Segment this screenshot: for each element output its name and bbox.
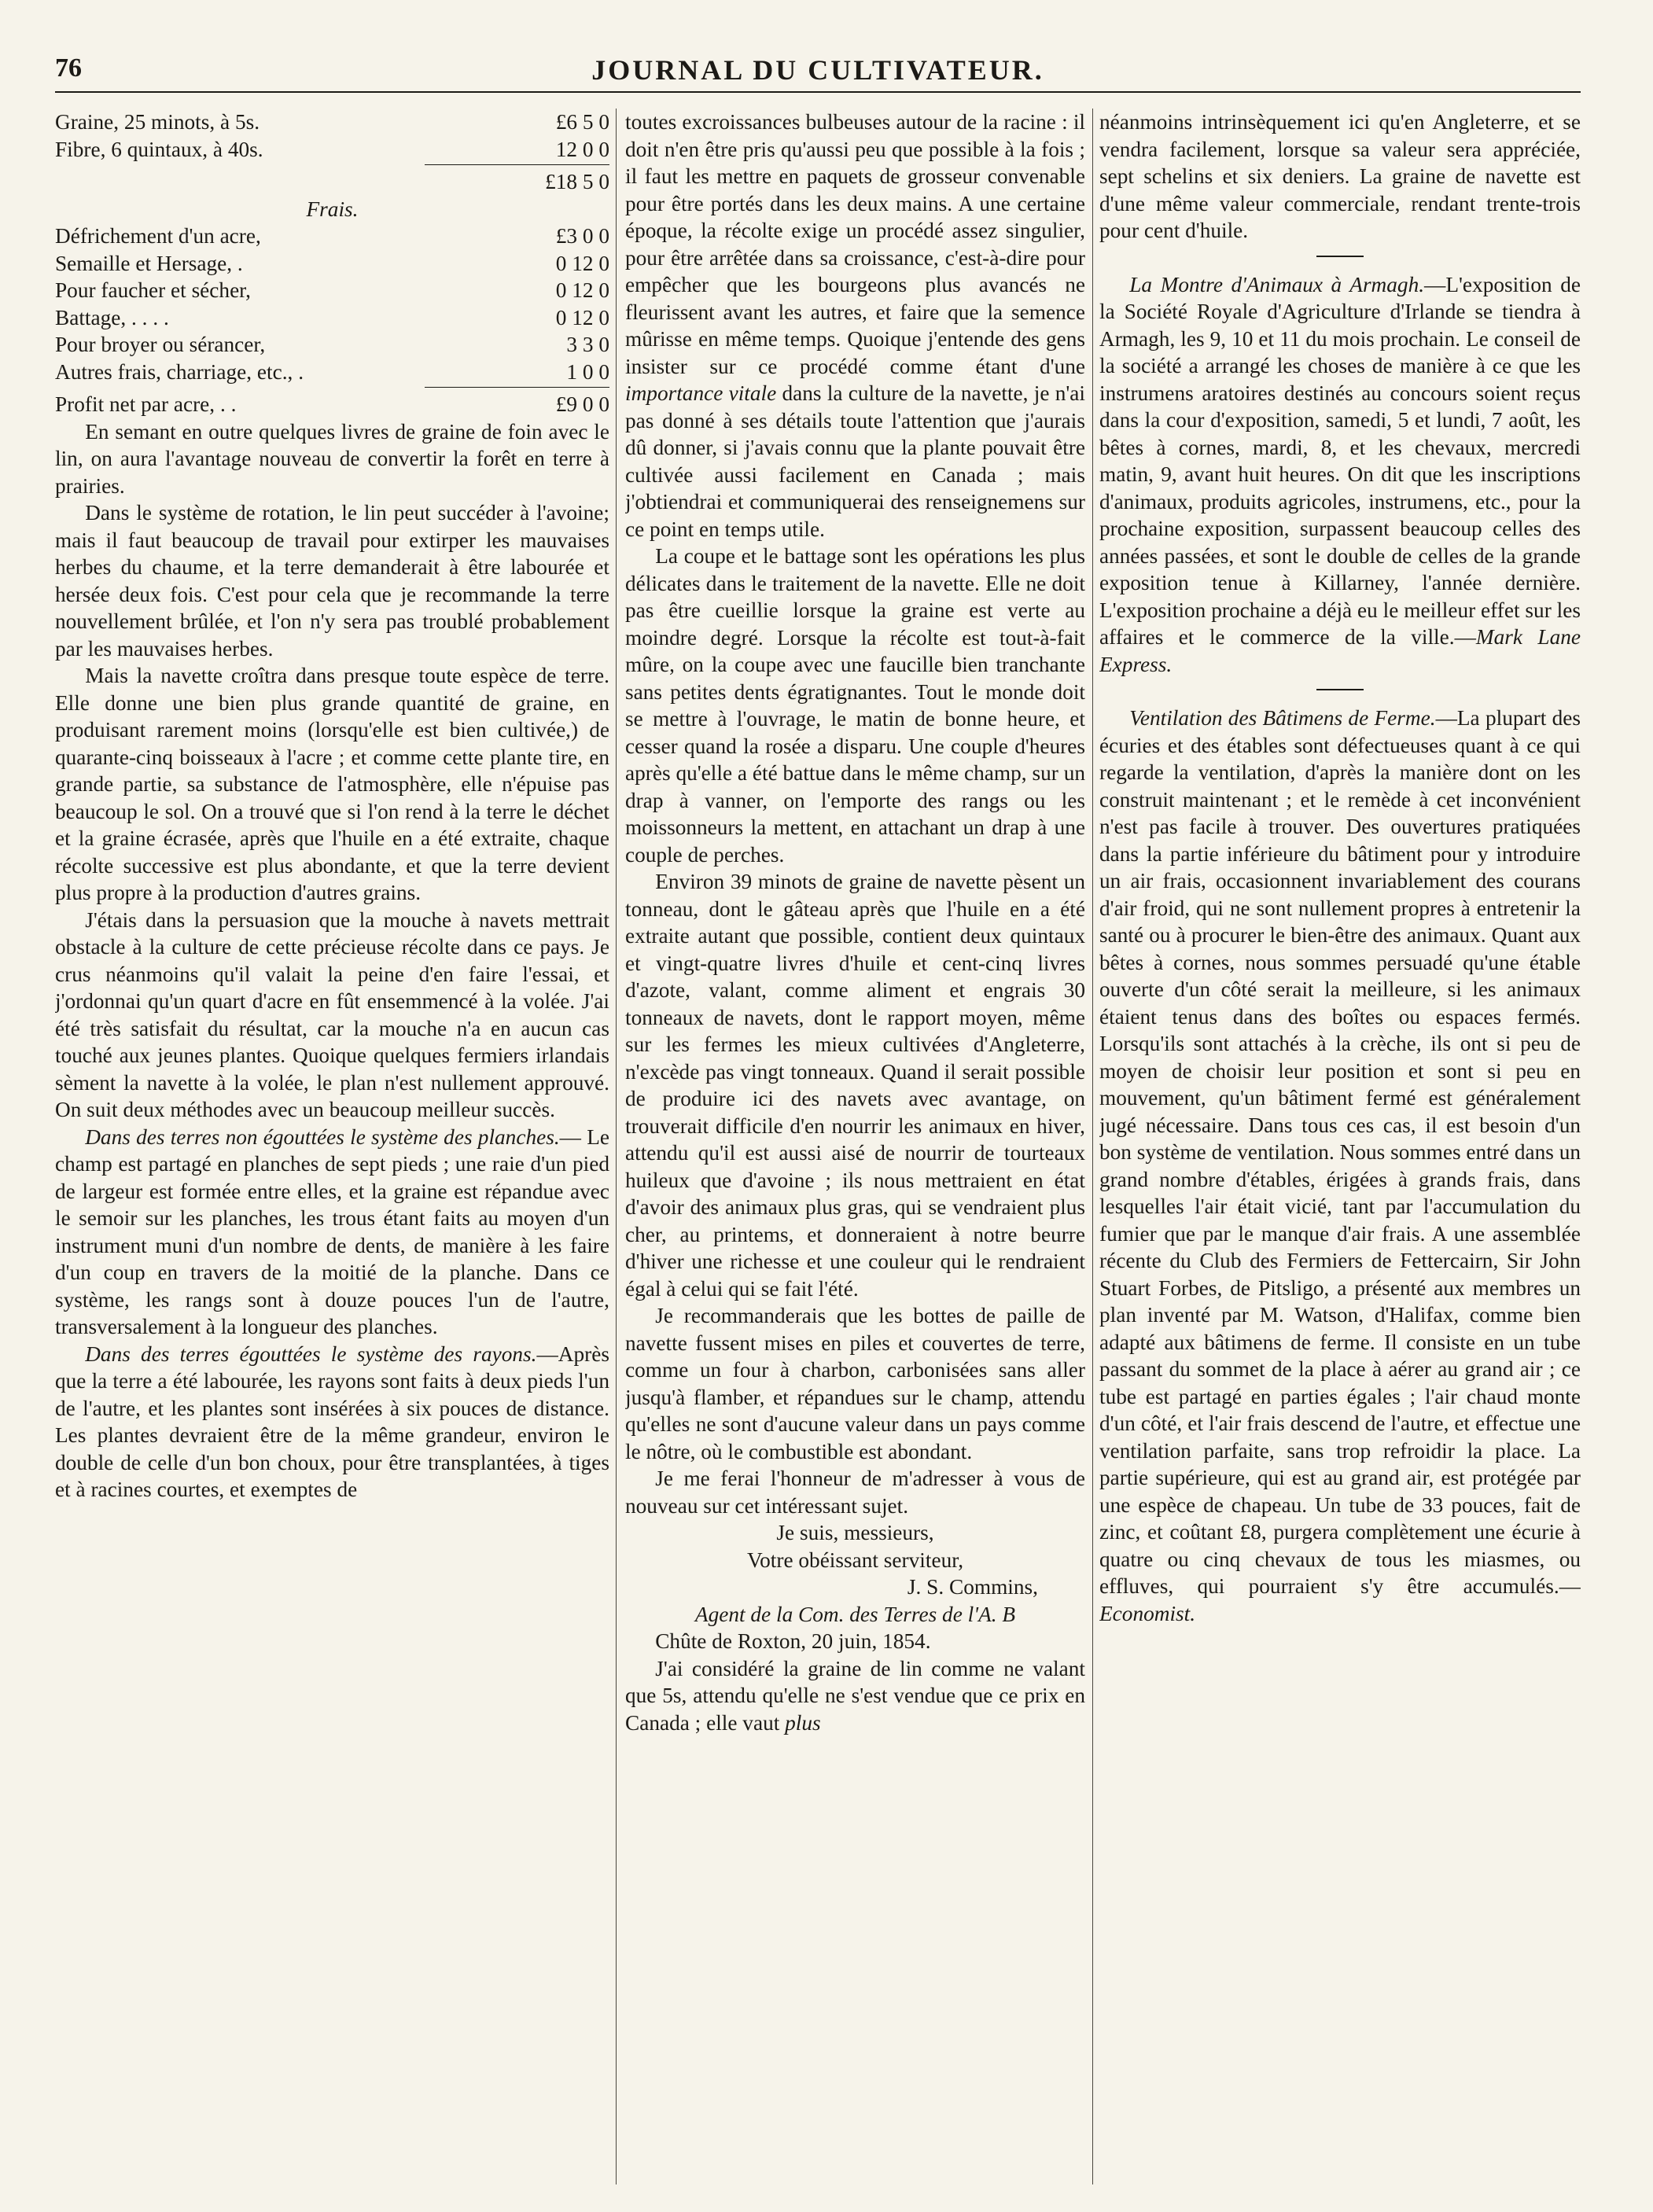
paragraph: Ventilation des Bâtimens de Ferme.—La plupart des écuries et des étables sont défectueuses quant à ce qui regarde la ventilation, d'après la manière dont on les construit maintenant ; et le remède à cet inconvénient n'est pas facile à trouver. Des ouvertures pratiquées dans la partie inférieure du bâtiment pour y introduire un air frais, occasionnent invariablement des courans d'air froid, qui ne sont nullement propres à entretenir la santé ou à procurer le bien-être des animaux. Quant aux bêtes à cornes, nous sommes persuadé qu'une étable ouverte d'un côté serait la meilleure, si les animaux étaient tenus dans des boîtes ou espaces fermés. Lorsqu'ils sont attachés à la crèche, ils ont si peu de moyen de choisir leur position et sont si peu en mouvement, qu'un bâtiment fermé est généralement jugé nécessaire. Dans tous ces cas, il est besoin d'un bon système de ventilation. Nous sommes entré dans un grand nombre d'étables, érigées à grands frais, dans lesquelles l'air était vicié, tant par l'accumulation du fumier que par le manque d'air frais. A une assemblée récente du Club des Fermiers de Fettercairn, Sir John Stuart Forbes, de Pitsligo, a présenté aux membres un plan inventé par M. Watson, d'Halifax, comme bien adapté aux bâtimens de ferme. Il consiste en un tube passant du sommet de la place à aérer au grand air ; ce tube est partagé en parties égales ; l'air chaud monte d'un côté, et l'air frais descend de l'autre, et effectue une ventilation parfaite, sans trop refroidir la place. La partie supérieure, qui est au grand air, est protégée par une espèce de chapeau. Un tube de 33 pouces, fait de zinc, et coûtant £8, purgera complètement une écurie à quatre ou cinq chevaux de tous les miasmes, ou effluves, qui pourraient s'y être accumulés.—Economist. xyxy=(1099,706,1581,1625)
section-lead: Dans des terres égouttées le système des rayons. xyxy=(85,1342,537,1366)
column-rule-1 xyxy=(616,109,617,2184)
paragraph: En semant en outre quelques livres de graine de foin avec le lin, on aura l'avantage nouveau de convertir la forêt en terre à prairies. xyxy=(55,419,609,498)
frais-heading: Frais. xyxy=(306,197,359,221)
cost-row: Défrichement d'un acre, £3 0 0 xyxy=(55,224,609,248)
page-header xyxy=(55,49,1581,96)
cost-row: Autres frais, charriage, etc., . 1 0 0 xyxy=(55,359,609,384)
cost-row: Battage, . . . . 0 12 0 xyxy=(55,305,609,329)
sum-rule xyxy=(425,164,609,165)
paragraph: J'ai considéré la graine de lin comme ne valant que 5s, attendu qu'elle ne s'est vendue que ce prix en Canada ; elle vaut plus xyxy=(625,1656,1085,1735)
dateline: Chûte de Roxton, 20 juin, 1854. xyxy=(655,1629,931,1653)
paragraph: Je me ferai l'honneur de m'adresser à vous de nouveau sur cet intéressant sujet. xyxy=(625,1467,1085,1518)
signoff-line: Votre obéissant serviteur, xyxy=(746,1548,964,1572)
paragraph: Mais la navette croîtra dans presque toute espèce de terre. Elle donne une bien plus grande quantité de graine, en produisant rarement moins (lorsqu'elle est bien cultivée,) de quarante-cinq boisseaux à l'acre ; et comme cette plante tire, en grande partie, sa substance de l'atmosphère, elle n'épuise pas beaucoup le sol. On a trouvé que si l'on rend à la terre le déchet et la graine écrasée, après que l'huile en a été extraite, chaque récolte successive est plus abondante, et que la terre devient plus propre à la production d'autres grains. xyxy=(55,664,609,904)
paragraph: Environ 39 minots de graine de navette pèsent un tonneau, dont le gâteau après que l'huile en a été extraite autant que possible, contient deux quintaux et vingt-quatre livres d'huile et cent-cinq livres d'azote, valant, comme aliment et engrais 30 tonneaux de navets, dont le rapport moyen, même sur les fermes les mieux cultivées d'Angleterre, n'excède pas vingt tonneaux. Quand il serait possible de produire ici des navets avec avantage, on trouverait difficile d'en nourrir les animaux en hiver, attendu qu'il est aussi aisé de nourrir de tourteaux huileux que d'avoine ; ils nous mettraient en état d'avoir des animaux plus gras, qui se vendraient plus cher, au printems, et donneraient à notre beurre d'hiver une richesse et une couleur qui le rendraient égal à celui qui se fait l'été. xyxy=(625,870,1085,1301)
column-2 xyxy=(625,109,1085,2184)
profit-row: Profit net par acre, . . £9 0 0 xyxy=(55,392,609,416)
agent-title: Agent de la Com. des Terres de l'A. B xyxy=(694,1602,1016,1626)
cost-row: Semaille et Hersage, . 0 12 0 xyxy=(55,251,609,275)
page-number: 76 xyxy=(55,53,82,83)
income-row-fibre: Fibre, 6 quintaux, à 40s. 12 0 0 xyxy=(55,137,609,161)
paragraph: La Montre d'Animaux à Armagh.—L'exposition de la Société Royale d'Agriculture d'Irlande se tiendra à Armagh, les 9, 10 et 11 du mois prochain. Le conseil de la société a arrangé les choses de manière à ce que les instrumens aratoires destinés au concours soient reçus dans la cour d'exposition, samedi, 5 et lundi, 7 août, les bêtes à cornes, mardi, 8, et les chevaux, mercredi matin, 9, avant huit heures. On dit que les inscriptions d'animaux, produits agricoles, instrumens, etc., pour la prochaine exposition, surpassent beaucoup celles des années passées, et sont le double de celles de la grande exposition tenue à Killarney, l'année dernière. L'exposition prochaine a déjà eu le meilleur effet sur les affaires et le commerce de la ville.—Mark Lane Express. xyxy=(1099,272,1581,676)
section-lead: Dans des terres non égouttées le système des planches. xyxy=(85,1124,560,1149)
signoff-line: Je suis, messieurs, xyxy=(776,1521,934,1544)
sum-rule xyxy=(425,387,609,388)
paragraph: toutes excroissances bulbeuses autour de la racine : il doit n'en être pris qu'aussi peu que possible à la fois ; il faut les mettre en paquets de grosseur convenable pour être portés dans les deux mains. A une certaine époque, la récolte exige un procédé assez singulier, pour être arrêtée dans sa croissance, c'est-à-dire pour empêcher que les bourgeons plus avancés ne fleurissent avant les autres, et faire que la semence mûrisse en même temps. Quoique j'entende des gens insister sur ce procédé comme étant d'une importance vitale dans la culture de la navette, je n'ai pas donné à ses détails toute l'attention que j'aurais dû donner, si j'avais connu que la plante pouvait être cultivée aussi facilement en Canada ; mais j'obtiendrai et communiquerai des renseignemens sur ce point en temps utile. xyxy=(625,110,1085,541)
column-1 xyxy=(55,109,609,2184)
column-rule-2 xyxy=(1092,109,1093,2184)
header-rule xyxy=(55,91,1581,93)
paragraph: J'étais dans la persuasion que la mouche à navets mettrait obstacle à la culture de cette précieuse récolte dans ce pays. Je crus néanmoins qu'il valait la peine d'en faire l'essai, et j'ordonnai qu'un quart d'acre en fût ensemmencé à la volée. J'ai été très satisfait du résultat, car la mouche n'a en aucun cas touché aux jeunes plantes. Quoique quelques fermiers irlandais sèment la navette à la volée, le plan n'est nullement approuvé. On suit deux méthodes avec un beaucoup meilleur succès. xyxy=(55,907,609,1121)
journal-title: JOURNAL DU CULTIVATEUR. xyxy=(591,54,1044,86)
income-row-seed: Graine, 25 minots, à 5s. £6 5 0 xyxy=(55,110,609,134)
source-credit: Economist. xyxy=(1099,1601,1196,1625)
source-credit: Mark Lane Express. xyxy=(1099,625,1581,676)
column-3 xyxy=(1099,109,1581,2184)
section-heading: La Montre d'Animaux à Armagh. xyxy=(1129,272,1425,296)
section-divider xyxy=(1316,689,1364,690)
signature-name: J. S. Commins, xyxy=(907,1575,1038,1599)
section-divider xyxy=(1316,256,1364,257)
paragraph: Dans le système de rotation, le lin peut succéder à l'avoine; mais il faut beaucoup de travail pour extirper les mauvaises herbes du chaume, et la terre demanderait à être labourée et hersée deux fois. C'est pour cela que je recommande la terre nouvellement brûlée, et l'on n'y sera pas troublé probablement par les mauvaises herbes. xyxy=(55,501,609,661)
paragraph: néanmoins intrinsèquement ici qu'en Angleterre, et se vendra facilement, lorsque sa valeur sera appréciée, sept schelins et six deniers. La graine de navette est d'une même valeur commerciale, rendant trente-trois pour cent d'huile. xyxy=(1099,110,1581,242)
paragraph: Dans des terres non égouttées le système des planches.— Le champ est partagé en planches de sept pieds ; une raie d'un pied de largeur est formée entre elles, et la graine est répandue avec le semoir sur les planches, les trous étant faits au moyen d'un instrument muni d'un nombre de dents, de manière à les faire d'un coup en travers de la moitié de la planche. Dans ce système, les rangs sont à douze pouces l'un de l'autre, transversalement à la longueur des planches. xyxy=(55,1124,609,1338)
cost-row: Pour broyer ou sérancer, 3 3 0 xyxy=(55,333,609,356)
section-heading: Ventilation des Bâtimens de Ferme. xyxy=(1129,706,1436,730)
cost-row: Pour faucher et sécher, 0 12 0 xyxy=(55,278,609,302)
paragraph: Je recommanderais que les bottes de paille de navette fussent mises en piles et couvertes de terre, comme un four à charbon, carbonisées sans aller jusqu'à flamber, et répandues sur le champ, attendu qu'elles ne sont d'aucune valeur dans un pays comme le nôtre, où le combustible est abondant. xyxy=(625,1304,1085,1463)
paragraph: Dans des terres égouttées le système des rayons.—Après que la terre a été labourée, les rayons sont faits à deux pieds l'un de l'autre, et les plantes sont insérées à six pouces de distance. Les plantes devraient être de la même grandeur, environ le double de celle d'un bon choux, pour être transplantées, à tiges et à racines courtes, et exemptes de xyxy=(55,1342,609,1501)
income-total-row: £18 5 0 xyxy=(545,170,609,193)
paragraph: La coupe et le battage sont les opérations les plus délicates dans le traitement de la navette. Elle ne doit pas être cueillie lorsque la graine est verte au moindre degré. Lorsque la récolte est tout-à-fait mûre, on la coupe avec une faucille bien tranchante sans petites dents égratignantes. Tout le monde doit se mettre à l'ouvrage, le matin de bonne heure, et cesser quand la rosée a disparu. Une couple d'heures après qu'elle a été battue dans le même champ, sur un drap à vanner, on l'emporte des rangs ou les moissonneurs la mettent, en attachant un drap à une couple de perches. xyxy=(625,544,1085,867)
